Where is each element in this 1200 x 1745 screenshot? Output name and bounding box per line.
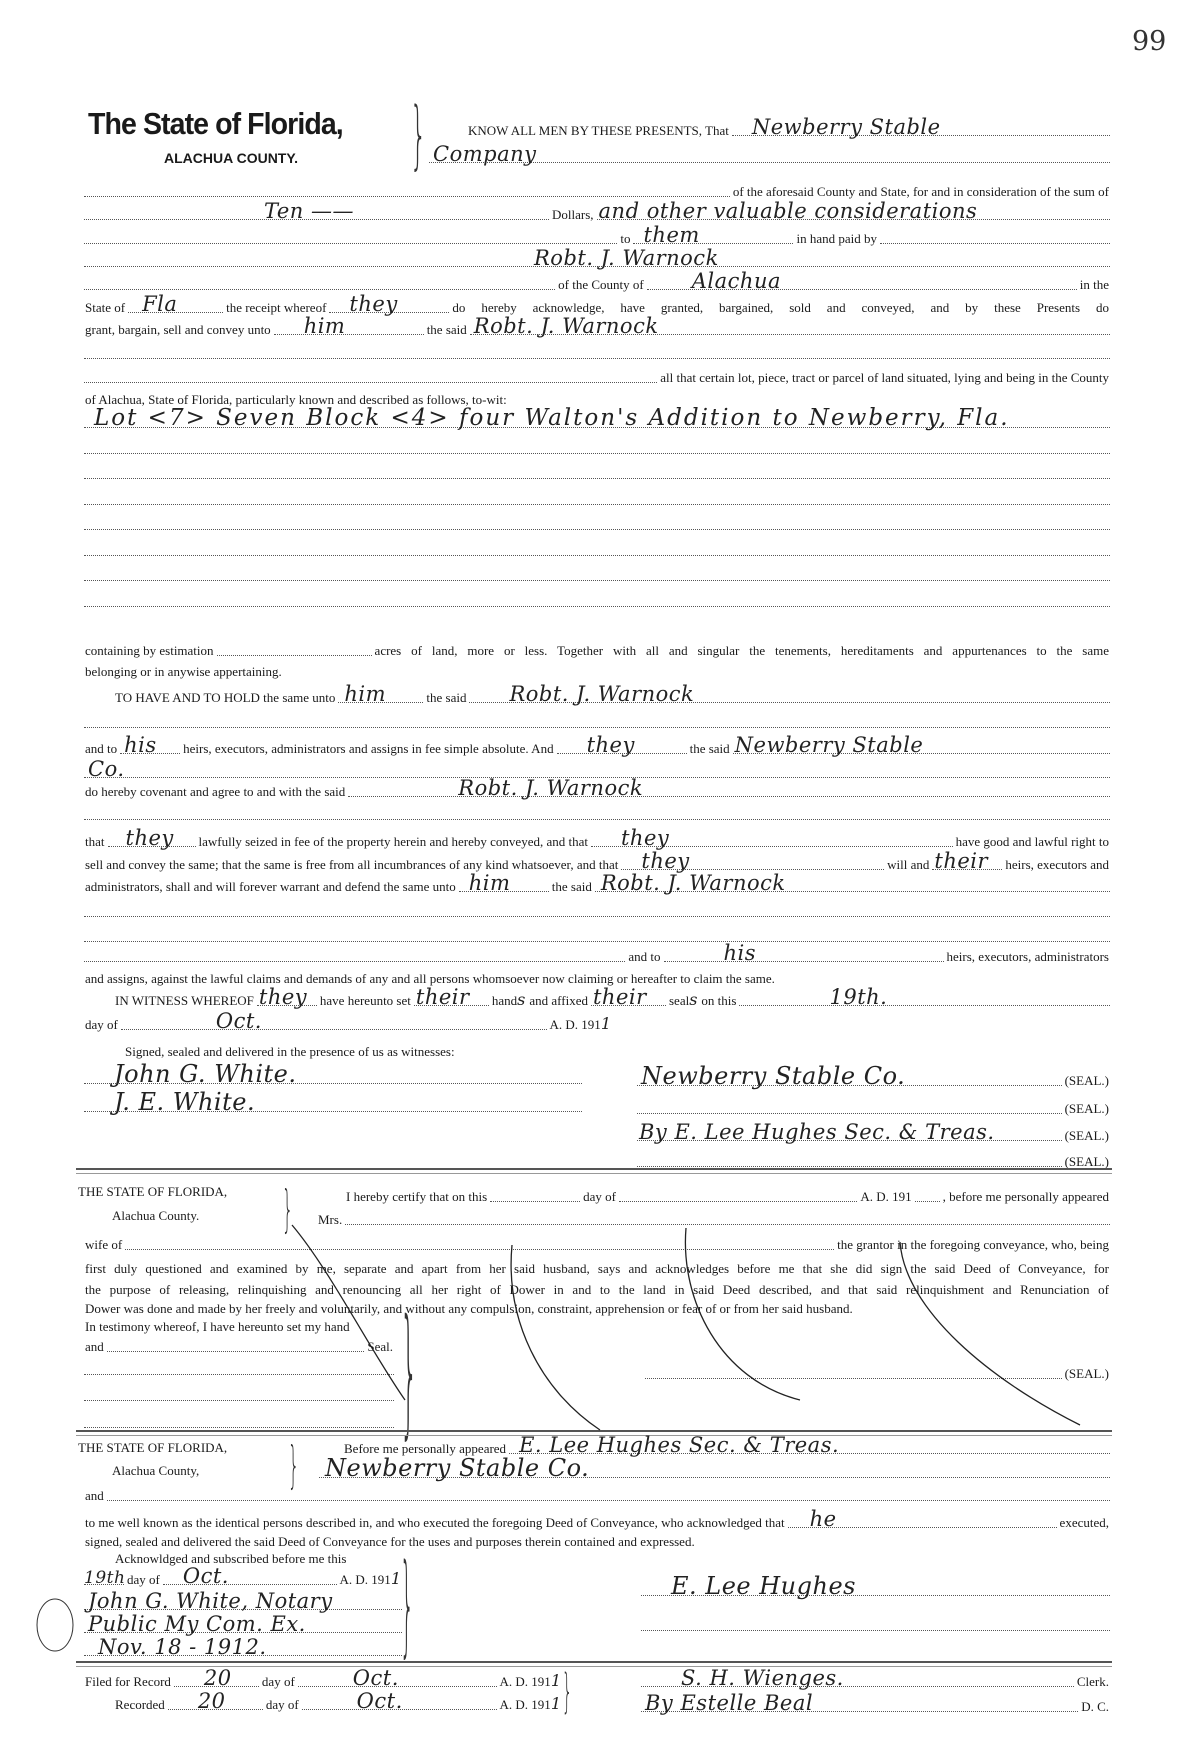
- heirs-admin-text: heirs, executors, administrators: [946, 949, 1109, 964]
- seal-label: (SEAL.): [1064, 1154, 1109, 1169]
- seal-label: (SEAL.): [1064, 1128, 1109, 1143]
- clerk-label: Clerk.: [1076, 1674, 1109, 1689]
- seal-owner-field: their: [591, 985, 666, 1006]
- clerk-signature: S. H. Wienges.: [641, 1666, 1074, 1687]
- day-of-text: day of: [85, 1017, 118, 1032]
- brace-icon: }: [288, 1436, 300, 1494]
- signed-line-text: signed, sealed and delivered the said Deed of Conveyance for the uses and purposes therein contained and expressed.: [85, 1534, 695, 1549]
- signed-sealed-text: Signed, sealed and delivered in the presence of us as witnesses:: [125, 1044, 455, 1059]
- well-known-text: to me well known as the identical persons described in, and who executed the foregoing Deed of Conveyance, who acknowledged that: [85, 1515, 785, 1530]
- aforesaid-text: of the aforesaid County and State, for and in consideration of the sum of: [732, 184, 1109, 199]
- heirs-fee-text: heirs, executors, administrators and assigns in fee simple absolute. And: [183, 741, 554, 756]
- witness-2-signature: J. E. White.: [84, 1091, 582, 1112]
- county-field: Alachua: [647, 269, 1077, 290]
- notary-signature: John G. White, Notary: [84, 1589, 402, 1610]
- state-of-text: State of: [85, 300, 126, 315]
- their-field: their: [932, 849, 1002, 870]
- other-consideration-field: and other valuable considerations: [597, 199, 1110, 220]
- in-witness-text: IN WITNESS WHEREOF: [115, 993, 254, 1008]
- hand-owner-field: their: [414, 985, 489, 1006]
- receipt-text: the receipt whereof: [226, 300, 327, 315]
- dower-state: THE STATE OF FLORIDA,: [78, 1184, 228, 1199]
- pen-stroke: [292, 1225, 405, 1400]
- state-field: Fla: [128, 292, 223, 313]
- grantee-field: Robt. J. Warnock: [470, 314, 1110, 335]
- before-me-text: Before me personally appeared: [344, 1441, 507, 1456]
- officer-signature: By E. Lee Hughes Sec. & Treas.: [637, 1120, 1062, 1141]
- of-county-text: of the County of: [558, 277, 644, 292]
- grantor-field: Newberry Stable: [732, 115, 1110, 136]
- brace-icon: }: [562, 1664, 573, 1718]
- ack-signature: E. Lee Hughes: [641, 1575, 1110, 1596]
- containing-text: containing by estimation: [85, 643, 214, 658]
- grantee-field: Robt. J. Warnock: [595, 871, 1110, 892]
- description-field: Lot <7> Seven Block <4> four Walton's Addition to Newberry, Fla.: [84, 407, 1110, 428]
- appeared-text: , before me personally appeared: [942, 1189, 1109, 1204]
- of-alachua-text: of Alachua, State of Florida, particularly known and described as follows, to-wit:: [85, 392, 507, 407]
- amount-field: Ten ——: [84, 199, 549, 220]
- month-field: Oct.: [121, 1009, 547, 1030]
- ad-text: A. D. 1911: [339, 1569, 401, 1588]
- the-said-text: the said: [689, 741, 730, 756]
- pen-stroke: [685, 1228, 800, 1400]
- acknowledged-text: Acknowldged and subscribed before me this: [115, 1551, 347, 1566]
- date-day-field: 19th.: [739, 985, 1110, 1006]
- expiry-field: Nov. 18 - 1912.: [84, 1635, 402, 1656]
- belonging-text: belonging or in anywise appertaining.: [85, 664, 282, 679]
- company-field: Newberry Stable Co.: [319, 1457, 1110, 1478]
- heirs-field: his: [120, 733, 180, 754]
- day-of-text: day of: [261, 1674, 295, 1689]
- on-this-text: on this: [701, 993, 737, 1008]
- affixed-text: and affixed: [529, 993, 588, 1008]
- page-number: 99: [1132, 26, 1167, 57]
- grantee-field: Robt. J. Warnock: [469, 682, 1110, 703]
- executor-field: he: [788, 1507, 1057, 1528]
- hand-text: hands: [491, 990, 526, 1009]
- filed-text: Filed for Record: [85, 1674, 171, 1689]
- ad-text: A. D. 1911: [499, 1694, 561, 1713]
- seized-text: lawfully seized in fee of the property herein and hereby conveyed, and that: [198, 834, 588, 849]
- covenant-text: do hereby covenant and agree to and with the said: [85, 784, 346, 799]
- will-and-text: will and: [887, 857, 930, 872]
- to-have-text: TO HAVE AND TO HOLD the same unto: [115, 690, 336, 705]
- warrant-text: administrators, shall and will forever warrant and defend the same unto: [85, 879, 456, 894]
- seized-field: they: [108, 826, 196, 847]
- day-of-text: day of: [265, 1697, 299, 1712]
- seal-label: (SEAL.): [1064, 1101, 1109, 1116]
- paid-to-field: them: [633, 223, 793, 244]
- grantor-text: the grantor in the foregoing conveyance, who, being: [837, 1237, 1109, 1252]
- brace-icon: }: [400, 1290, 418, 1453]
- grantee-field: Robt. J. Warnock: [84, 246, 1110, 267]
- and-to-text: and to: [85, 741, 118, 756]
- notary-seal-mark: [37, 1599, 73, 1651]
- county-heading: ALACHUA COUNTY.: [164, 150, 299, 166]
- habendum-to-field: him: [338, 682, 423, 703]
- dower-text: Dower was done and made by her freely and voluntarily, and without any compulsion, constraint, apprehension or fear of or from her said husband.: [85, 1301, 853, 1316]
- recorded-month-field: Oct.: [302, 1689, 497, 1710]
- hand-paid-text: in hand paid by: [796, 231, 877, 246]
- all-that-text: all that certain lot, piece, tract or parcel of land situated, lying and being in the County: [660, 370, 1109, 385]
- acknowledge-text: do hereby acknowledge, have granted, bargained, sold and conveyed, and by these Presents do: [452, 300, 1109, 315]
- heirs-exec-text: heirs, executors and: [1005, 857, 1109, 872]
- mrs-text: Mrs.: [318, 1212, 343, 1227]
- recorded-day-field: 20: [168, 1689, 263, 1710]
- know-all-text: KNOW ALL MEN BY THESE PRESENTS, That: [468, 123, 729, 138]
- ack-month-field: Oct.: [163, 1564, 337, 1585]
- recorded-text: Recorded: [115, 1697, 165, 1712]
- have-set-text: have hereunto set: [319, 993, 411, 1008]
- that-text: that: [85, 834, 105, 849]
- acres-text: acres of land, more or less. Together with all and singular the tenements, hereditaments and appurtenances to the same: [374, 643, 1109, 658]
- and-text: and: [85, 1339, 104, 1354]
- state-title: The State of Florida,: [88, 106, 343, 141]
- grantor-cont-field: Company: [429, 142, 1110, 163]
- grantee-field: Robt. J. Warnock: [348, 776, 1110, 797]
- officer-field: E. Lee Hughes Sec. & Treas.: [509, 1433, 1110, 1454]
- wife-of-text: wife of: [85, 1237, 123, 1252]
- receipt-field: they: [329, 292, 449, 313]
- ad-text: A. D. 1911: [549, 1014, 611, 1033]
- in-the-text: in the: [1079, 277, 1109, 292]
- ad-text: A. D. 191: [860, 1189, 912, 1204]
- dc-label: D. C.: [1081, 1699, 1109, 1714]
- dower-text: the purpose of releasing, relinquishing and renouncing all her right of Dower in and to the land in said Deed described, and that said relinquishment and Renunciation of: [85, 1282, 1109, 1297]
- heirs-field: his: [664, 941, 944, 962]
- the-said-text: the said: [426, 690, 467, 705]
- warrant-to-field: him: [459, 871, 549, 892]
- seal-text: Seal.: [367, 1339, 393, 1354]
- to-text: to: [620, 231, 631, 246]
- right-field: they: [591, 826, 953, 847]
- grantor-cont-field: Co.: [84, 757, 1110, 778]
- day-of-text: day of: [583, 1189, 617, 1204]
- pen-stroke: [900, 1242, 1080, 1425]
- dollars-label: Dollars,: [552, 207, 594, 222]
- the-said-text: the said: [551, 879, 592, 894]
- day-of-text: day of: [127, 1572, 160, 1587]
- and-text: and: [85, 1488, 104, 1503]
- filed-month-field: Oct.: [298, 1666, 497, 1687]
- brace-icon: }: [282, 1180, 294, 1238]
- pen-stroke: [511, 1245, 600, 1430]
- commission-field: Public My Com. Ex.: [84, 1612, 402, 1633]
- certify-text: I hereby certify that on this: [346, 1189, 488, 1204]
- brace-icon: }: [400, 1540, 414, 1668]
- grantor-field: Newberry Stable: [733, 733, 1110, 754]
- ack-county: Alachua County,: [112, 1463, 200, 1478]
- ad-text: A. D. 1911: [499, 1671, 561, 1690]
- the-said-text: the said: [426, 322, 467, 337]
- and-field: they: [557, 733, 687, 754]
- seal-text: seals: [668, 990, 698, 1009]
- executed-text: executed,: [1059, 1515, 1109, 1530]
- brace-icon: }: [410, 92, 427, 178]
- good-right-text: have good and lawful right to: [955, 834, 1109, 849]
- witness-1-signature: John G. White.: [84, 1063, 582, 1084]
- grant-to-field: him: [274, 314, 424, 335]
- filed-day-field: 20: [174, 1666, 259, 1687]
- sell-convey-text: sell and convey the same; that the same is free from all incumbrances of any kind whatsoever, and that: [85, 857, 619, 872]
- and-to-text: and to: [628, 949, 661, 964]
- warrant-field: they: [621, 849, 884, 870]
- dower-county: Alachua County.: [112, 1208, 200, 1223]
- grant-text: grant, bargain, sell and convey unto: [85, 322, 271, 337]
- ack-state: THE STATE OF FLORIDA,: [78, 1440, 228, 1455]
- dower-text: first duly questioned and examined by me, separate and apart from her said husband, says and acknowledges before me that she did sign the said Deed of Conveyance, for: [85, 1261, 1109, 1276]
- testimony-text: In testimony whereof, I have hereunto set my hand: [85, 1319, 350, 1334]
- assigns-text: and assigns, against the lawful claims and demands of any and all persons whomsoever now claiming or hereafter to claim the same.: [85, 971, 775, 986]
- seal-label: (SEAL.): [1064, 1366, 1109, 1381]
- ack-day-field: 19th: [84, 1564, 124, 1585]
- deputy-signature: By Estelle Beal: [641, 1691, 1078, 1712]
- witness-party-field: they: [257, 985, 317, 1006]
- grantor-signature: Newberry Stable Co.: [637, 1065, 1062, 1086]
- seal-label: (SEAL.): [1064, 1073, 1109, 1088]
